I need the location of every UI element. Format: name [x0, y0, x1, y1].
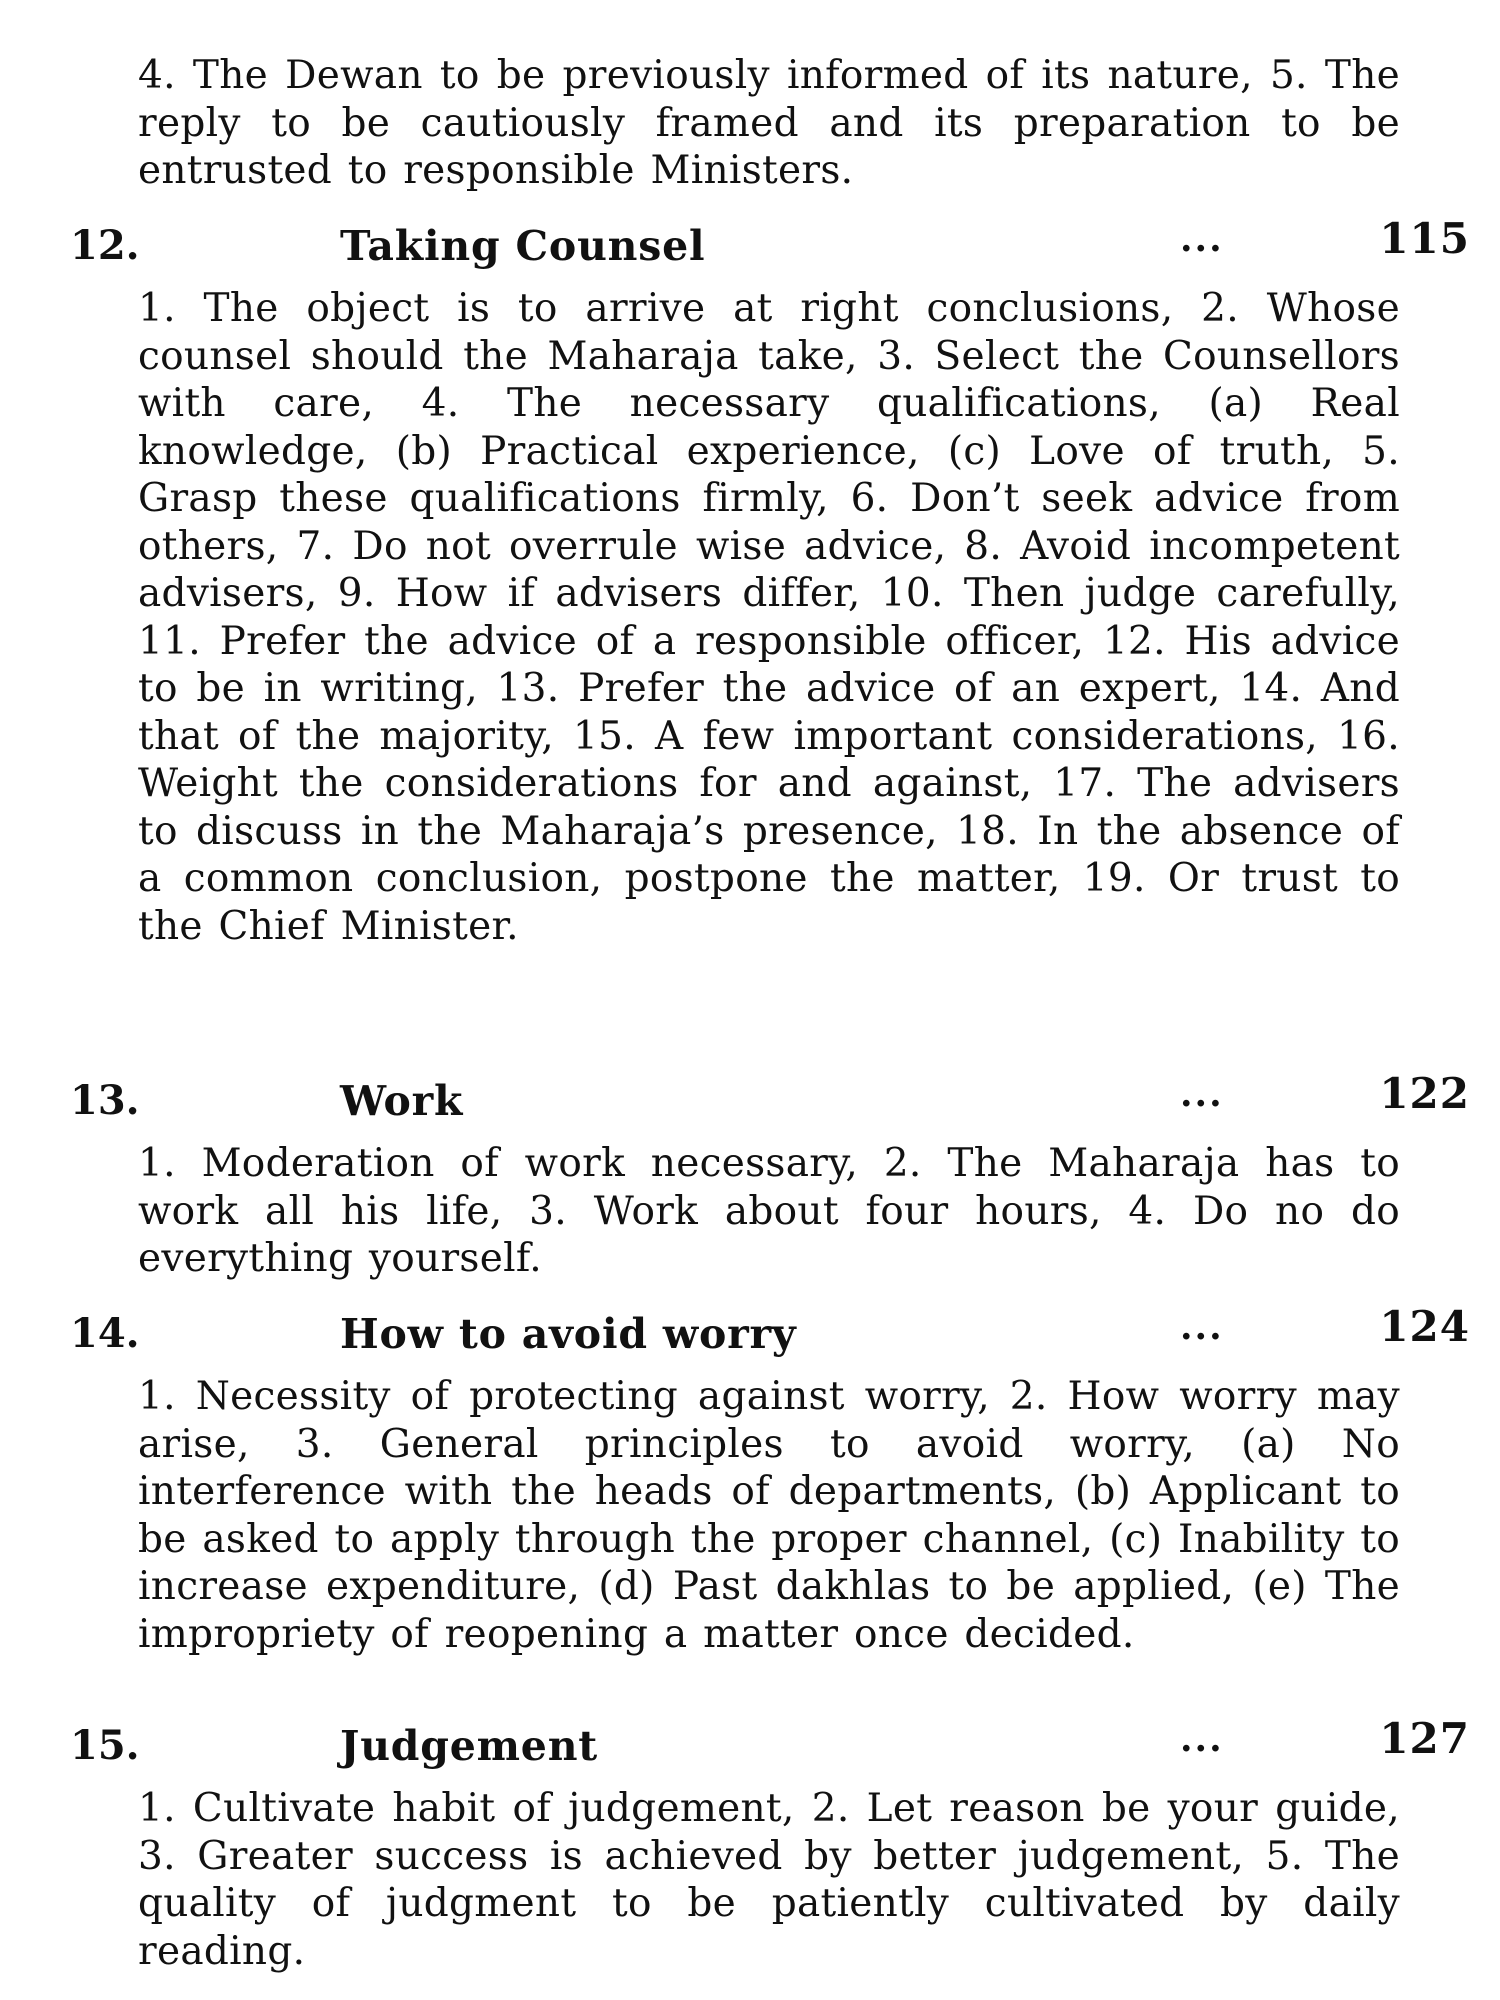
- section-body-14: 1. Necessity of protecting against worry, 2. How worry may arise, 3. General principles to avoid worry, (a) No interference with the heads of departments, (b) Applicant to be asked to apply through the proper channel, (c) Inability to increase expenditure, (d) Past dakhlas to be applied, (e) The impropriety of reopening a matter once decided.: [138, 1374, 1400, 1657]
- section-title: Judgement: [340, 1722, 599, 1770]
- page-number: 124: [1379, 1302, 1470, 1351]
- dot-leader: ...: [1180, 218, 1224, 260]
- page-number: 122: [1379, 1069, 1470, 1118]
- section-heading-14: [70, 1302, 1470, 1366]
- section-number: 15.: [70, 1722, 140, 1769]
- page-number: 127: [1379, 1714, 1470, 1763]
- section-heading-15: [70, 1714, 1470, 1778]
- page-number: 115: [1379, 214, 1470, 263]
- dot-leader: ...: [1180, 1073, 1224, 1115]
- section-heading-13: [70, 1069, 1470, 1133]
- section-body-15: 1. Cultivate habit of judgement, 2. Let reason be your guide, 3. Greater success is achieved by better judgement, 5. The quality of judgment to be patiently cultivated by daily reading.: [138, 1786, 1400, 1974]
- section-number: 13.: [70, 1077, 140, 1124]
- dot-leader: ...: [1180, 1306, 1224, 1348]
- section-body-12: 1. The object is to arrive at right conclusions, 2. Whose counsel should the Maharaja take, 3. Select the Counsellors with care, 4. The necessary qualifications, (a) Real knowledge, (b) Practical experience, (c) Love of truth, 5. Grasp these qualifications firmly, 6. Don’t seek advice from others, 7. Do not overrule wise advice, 8. Avoid incompetent advisers, 9. How if advisers differ, 10. Then judge carefully, 11. Prefer the advice of a responsible officer, 12. His advice to be in writing, 13. Prefer the advice of an expert, 14. And that of the majority, 15. A few important considerations, 16. Weight the considerations for and against, 17. The advisers to discuss in the Maharaja’s presence, 18. In the absence of a common conclusion, postpone the matter, 19. Or trust to the Chief Minister.: [138, 286, 1400, 949]
- section-heading-12: [70, 214, 1470, 278]
- section-title: Taking Counsel: [340, 222, 706, 270]
- section-title: How to avoid worry: [340, 1310, 797, 1358]
- section-title: Work: [340, 1077, 464, 1125]
- section-number: 14.: [70, 1310, 140, 1357]
- dot-leader: ...: [1180, 1718, 1224, 1760]
- section-body-13: 1. Moderation of work necessary, 2. The Maharaja has to work all his life, 3. Work about four hours, 4. Do no do everything yourself.: [138, 1141, 1400, 1281]
- continuation-paragraph: 4. The Dewan to be previously informed of its nature, 5. The reply to be cautiously framed and its preparation to be entrusted to responsible Ministers.: [138, 53, 1400, 193]
- section-number: 12.: [70, 222, 140, 269]
